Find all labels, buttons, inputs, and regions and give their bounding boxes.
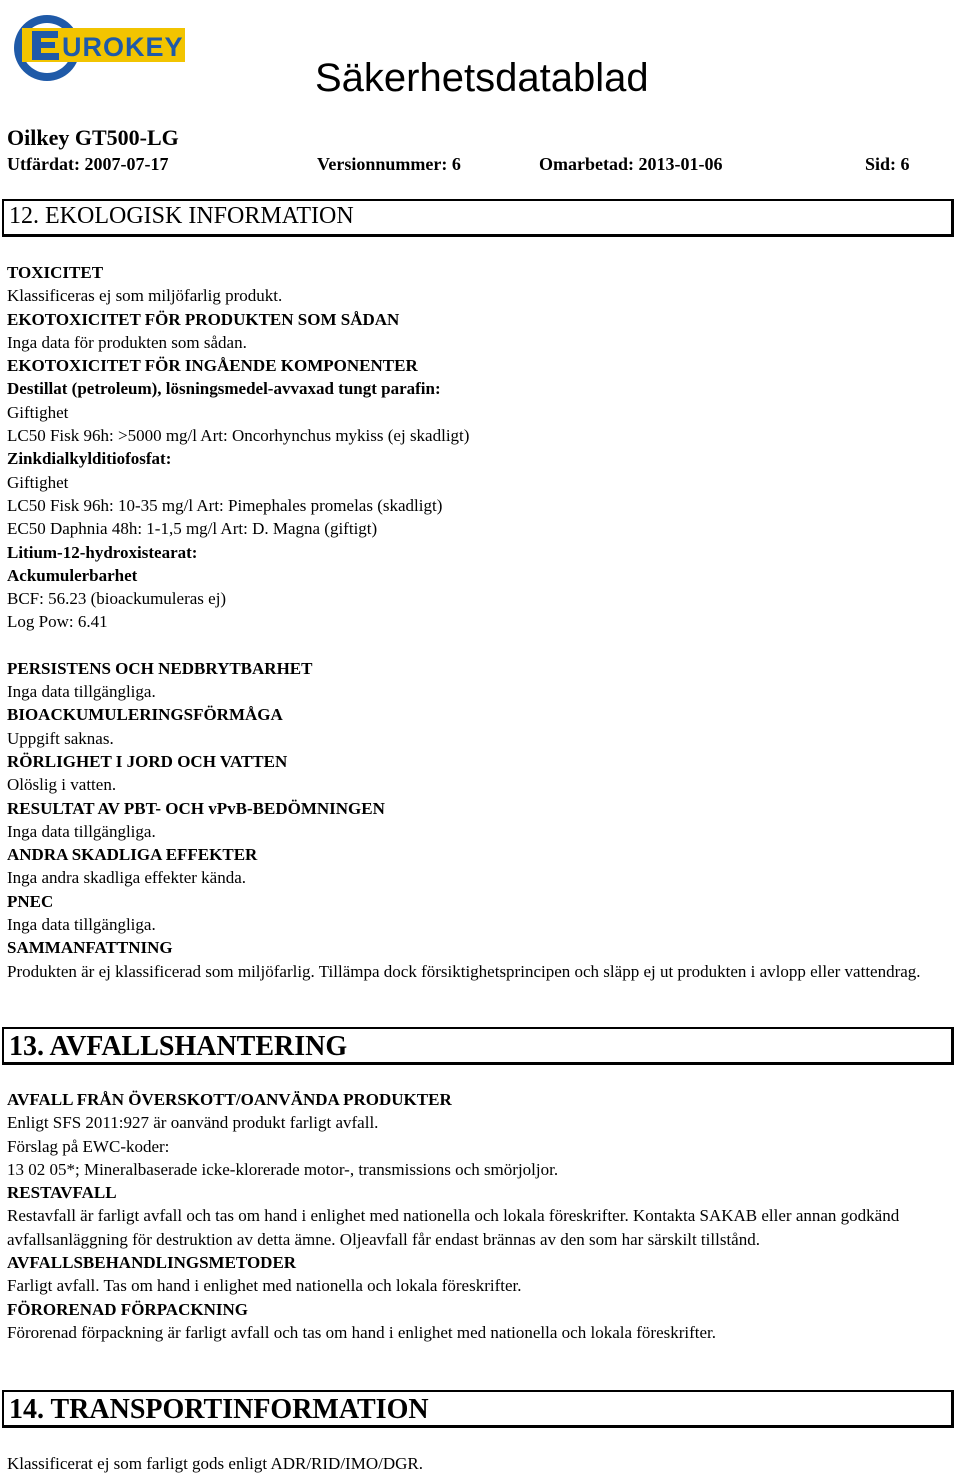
text-line: Inga data för produkten som sådan. (7, 332, 247, 352)
section-12-header (2, 199, 954, 237)
component-name: Litium-12-hydroxistearat: (7, 542, 198, 562)
subheading: SAMMANFATTNING (7, 938, 173, 958)
text-line: Inga andra skadliga effekter kända. (7, 868, 246, 888)
subheading: BIOACKUMULERINGSFÖRMÅGA (7, 705, 283, 725)
text-line: Uppgift saknas. (7, 728, 114, 748)
component-name: Zinkdialkylditiofosfat: (7, 449, 172, 469)
text-line: Enligt SFS 2011:927 är oanvänd produkt farligt avfall. (7, 1113, 379, 1133)
text-line: LC50 Fisk 96h: >5000 mg/l Art: Oncorhynchus mykiss (ej skadligt) (7, 426, 470, 446)
section-12-body (7, 261, 947, 983)
section-heading: 13. AVFALLSHANTERING (9, 1031, 348, 1062)
text-line: Klassificeras ej som miljöfarlig produkt. (7, 286, 283, 306)
page-number: Sid: 6 (865, 154, 910, 174)
section-14-header (2, 1390, 954, 1428)
text-line: Förorenad förpackning är farligt avfall och tas om hand i enlighet med nationella och lokala föreskrifter. (7, 1322, 717, 1342)
text-line: Inga data tillgängliga. (7, 915, 156, 935)
text-line: Inga data tillgängliga. (7, 682, 156, 702)
subheading: AVFALL FRÅN ÖVERSKOTT/OANVÄNDA PRODUKTER (7, 1090, 452, 1109)
text-line: Giftighet (7, 472, 69, 492)
text-line: Inga data tillgängliga. (7, 821, 156, 841)
text-line: LC50 Fisk 96h: 10-35 mg/l Art: Pimephales promelas (skadligt) (7, 495, 443, 515)
text-line: EC50 Daphnia 48h: 1-1,5 mg/l Art: D. Magna (giftigt) (7, 519, 378, 539)
subheading: EKOTOXICITET FÖR PRODUKTEN SOM SÅDAN (7, 309, 400, 329)
subheading: FÖRORENAD FÖRPACKNING (7, 1299, 248, 1319)
text-paragraph: Produkten är ej klassificerad som miljöfarlig. Tillämpa dock försiktighetsprincipen och släpp ej ut produkten i avlopp eller vattendrag. (7, 961, 921, 981)
subheading: TOXICITET (7, 263, 104, 282)
eurokey-logo (10, 10, 185, 85)
subheading: EKOTOXICITET FÖR INGÅENDE KOMPONENTER (7, 356, 418, 376)
product-name: Oilkey GT500-LG (7, 125, 179, 150)
subheading: Ackumulerbarhet (7, 565, 138, 585)
text-paragraph: Restavfall är farligt avfall och tas om hand i enlighet med nationella och lokala föreskrifter. Kontakta SAKAB eller annan godkänd avfallsanläggning för destruktion av detta ämne. Oljeavfall får endast brännas av den som har särskilt tillstånd. (7, 1206, 900, 1249)
text-line: Olöslig i vatten. (7, 775, 117, 795)
subheading: ANDRA SKADLIGA EFFEKTER (7, 845, 258, 865)
document-title: Säkerhetsdatablad (315, 56, 649, 100)
component-name: Destillat (petroleum), lösningsmedel-avvaxad tungt parafin: (7, 379, 441, 399)
spacer (7, 634, 947, 657)
section-13-header (2, 1027, 954, 1065)
subheading: AVFALLSBEHANDLINGSMETODER (7, 1253, 297, 1273)
text-line: Förslag på EWC-koder: (7, 1136, 170, 1156)
svg-text:UROKEY: UROKEY (62, 32, 184, 62)
subheading: RÖRLIGHET I JORD OCH VATTEN (7, 751, 288, 771)
text-line: Giftighet (7, 402, 69, 422)
section-14-body (7, 1452, 947, 1475)
text-line: Log Pow: 6.41 (7, 612, 108, 632)
text-line: BCF: 56.23 (bioackumuleras ej) (7, 589, 227, 609)
issued-date: Utfärdat: 2007-07-17 (7, 154, 169, 174)
subheading: PNEC (7, 891, 54, 911)
subheading: PERSISTENS OCH NEDBRYTBARHET (7, 658, 313, 678)
revised-date: Omarbetad: 2013-01-06 (539, 154, 723, 174)
section-heading: 12. EKOLOGISK INFORMATION (9, 203, 354, 229)
text-line: Farligt avfall. Tas om hand i enlighet med nationella och lokala föreskrifter. (7, 1276, 522, 1296)
section-13-body (7, 1088, 947, 1344)
text-line: 13 02 05*; Mineralbaserade icke-klorerade motor-, transmissions och smörjoljor. (7, 1159, 559, 1179)
subheading: RESULTAT AV PBT- OCH vPvB-BEDÖMNINGEN (7, 798, 385, 818)
section-heading: 14. TRANSPORTINFORMATION (9, 1394, 429, 1425)
version-number: Versionnummer: 6 (317, 154, 461, 174)
subheading: RESTAVFALL (7, 1183, 117, 1203)
text-line: Klassificerat ej som farligt gods enligt ADR/RID/IMO/DGR. (7, 1454, 423, 1473)
